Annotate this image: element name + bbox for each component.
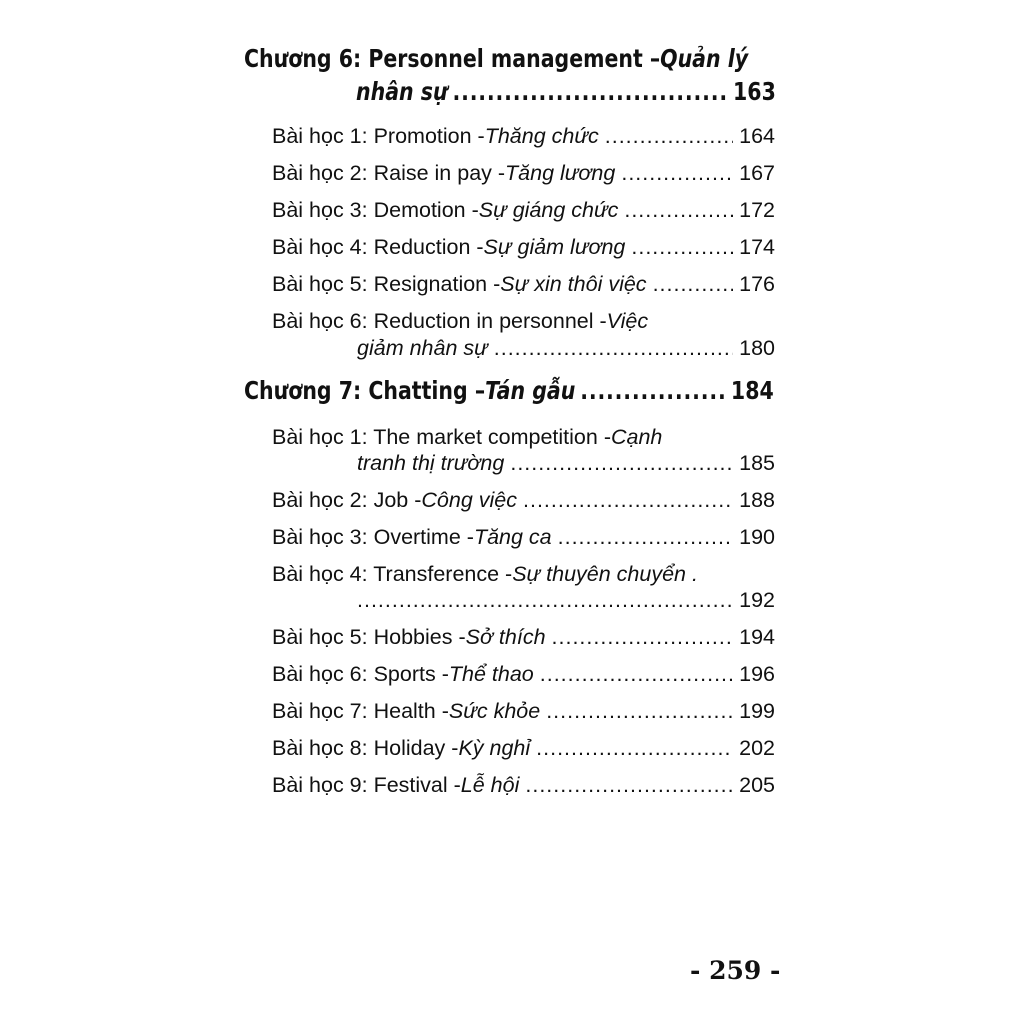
lesson-title-vi: Sự thuyên chuyển . — [512, 562, 698, 586]
lesson-page: 202 — [739, 736, 775, 760]
lesson-title: Bài học 2: Job - — [272, 488, 422, 512]
lesson-page: 188 — [739, 488, 775, 512]
chapter-6-heading-line2 — [356, 77, 776, 106]
chapter-6-title: Chương 6: Personnel management – — [244, 44, 661, 73]
lesson-title-vi: Cạnh — [610, 425, 663, 449]
lesson-page: 180 — [739, 336, 775, 360]
lesson-row — [272, 488, 775, 513]
lesson-title-vi: Công việc — [421, 488, 517, 512]
leader-dots — [580, 376, 726, 405]
lesson-title: Bài học 4: Reduction - — [272, 235, 484, 259]
lesson-title: Bài học 4: Transference - — [272, 562, 513, 586]
lesson-page: 172 — [739, 198, 775, 222]
lesson-title-vi: Sự giáng chức — [478, 198, 619, 222]
lesson-page: 167 — [739, 161, 775, 185]
lesson-row — [272, 198, 775, 223]
leader-dots — [525, 773, 733, 798]
leader-dots — [536, 736, 733, 761]
lesson-row — [272, 773, 775, 798]
lesson-title-vi: Tăng lương — [505, 161, 616, 185]
chapter-7-heading — [244, 376, 774, 405]
lesson-page: 164 — [739, 124, 775, 148]
lesson-title: Bài học 3: Demotion - — [272, 198, 479, 222]
leader-dots — [552, 625, 734, 650]
lesson-page: 185 — [739, 451, 775, 475]
lesson-title: Bài học 9: Festival - — [272, 773, 461, 797]
lesson-title: Bài học 3: Overtime - — [272, 525, 474, 549]
lesson-row-line2 — [357, 451, 775, 476]
lesson-page: 194 — [739, 625, 775, 649]
chapter-7-title: Chương 7: Chatting – — [244, 376, 486, 405]
lesson-title: Bài học 1: The market competition - — [272, 425, 611, 449]
leader-dots — [510, 451, 733, 476]
leader-dots — [653, 272, 734, 297]
lesson-title: Bài học 6: Sports - — [272, 662, 449, 686]
lesson-title-vi: Thể thao — [448, 662, 534, 686]
lesson-title-vi: Sự giảm lương — [483, 235, 626, 259]
leader-dots — [523, 488, 733, 513]
lesson-row-line2 — [357, 336, 775, 361]
lesson-row-line1 — [272, 425, 775, 450]
lesson-row-line1 — [272, 309, 775, 334]
lesson-title-vi-cont: tranh thị trường — [357, 451, 505, 475]
page-number: - 259 - — [690, 956, 781, 985]
lesson-page: 176 — [739, 272, 775, 296]
lesson-title: Bài học 7: Health - — [272, 699, 449, 723]
chapter-6-heading-line1 — [244, 44, 785, 73]
lesson-title-vi: Sự xin thôi việc — [500, 272, 647, 296]
leader-dots — [605, 124, 733, 149]
lesson-row — [272, 235, 775, 260]
lesson-title-vi-cont: giảm nhân sự — [357, 336, 488, 360]
leader-dots — [631, 235, 733, 260]
lesson-page: 174 — [739, 235, 775, 259]
chapter-6-page: 163 — [733, 77, 776, 106]
chapter-6-title-vi: Quản lý — [660, 44, 749, 73]
lesson-title-vi: Lễ hội — [460, 773, 520, 797]
chapter-7-page: 184 — [730, 376, 774, 405]
lesson-title-vi: Thăng chức — [484, 124, 599, 148]
leader-dots — [621, 161, 733, 186]
lesson-row — [272, 525, 775, 550]
lesson-page: 192 — [739, 588, 775, 612]
lesson-title: Bài học 5: Resignation - — [272, 272, 501, 296]
lesson-row — [272, 736, 775, 761]
chapter-7-title-vi: Tán gẫu — [485, 376, 576, 405]
lesson-row — [272, 662, 775, 687]
lesson-title-vi: Việc — [606, 309, 649, 333]
lesson-title: Bài học 6: Reduction in personnel - — [272, 309, 607, 333]
lesson-title-vi: Sức khỏe — [448, 699, 541, 723]
leader-dots — [452, 77, 728, 106]
lesson-title: Bài học 1: Promotion - — [272, 124, 485, 148]
lesson-row — [272, 625, 775, 650]
lesson-title: Bài học 8: Holiday - — [272, 736, 459, 760]
leader-dots — [624, 198, 733, 223]
lesson-page: 196 — [739, 662, 775, 686]
lesson-row — [272, 699, 775, 724]
leader-dots — [540, 662, 733, 687]
lesson-row — [272, 124, 775, 149]
lesson-row-line1 — [272, 562, 775, 587]
lesson-page: 199 — [739, 699, 775, 723]
lesson-row — [272, 161, 775, 186]
leader-dots — [546, 699, 733, 724]
lesson-row — [272, 272, 775, 297]
leader-dots — [558, 525, 734, 550]
lesson-title: Bài học 5: Hobbies - — [272, 625, 466, 649]
lesson-row-line2 — [357, 588, 775, 613]
leader-dots — [357, 588, 733, 613]
lesson-title-vi: Sở thích — [465, 625, 546, 649]
leader-dots — [494, 336, 733, 361]
lesson-title: Bài học 2: Raise in pay - — [272, 161, 506, 185]
lesson-title-vi: Tăng ca — [473, 525, 552, 549]
lesson-page: 190 — [739, 525, 775, 549]
lesson-title-vi: Kỳ nghỉ — [458, 736, 531, 760]
lesson-page: 205 — [739, 773, 775, 797]
chapter-6-title-vi-cont: nhân sự — [356, 77, 448, 106]
